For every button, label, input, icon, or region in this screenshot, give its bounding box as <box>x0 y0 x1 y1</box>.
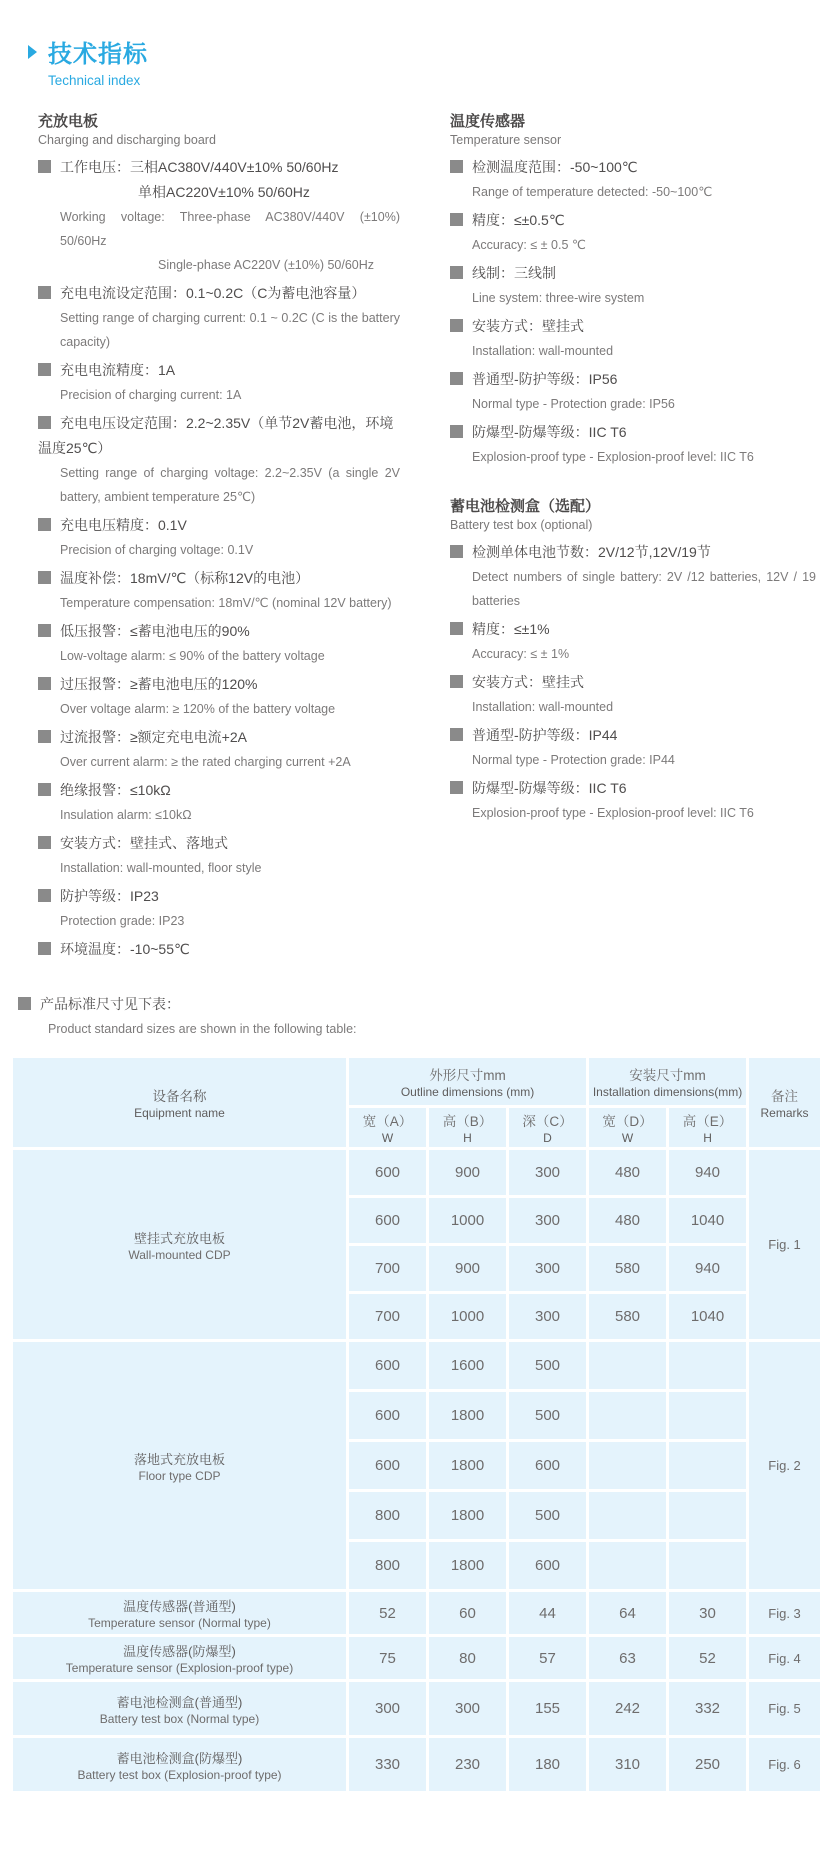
spec-zh: 检测单体电池节数：2V/12节,12V/19节 <box>472 544 711 560</box>
temp-sensor-normal-name: 温度传感器(普通型) Temperature sensor (Normal type) <box>12 1591 348 1636</box>
spec-zh: 检测温度范围：-50~100℃ <box>472 159 638 175</box>
spec-item <box>38 672 400 721</box>
spec-item <box>450 314 816 363</box>
battery-box-exproof-name: 蓄电池检测盒(防爆型) Battery test box (Explosion-proof type) <box>12 1737 348 1793</box>
spec-en: Low-voltage alarm: ≤ 90% of the battery voltage <box>60 649 325 663</box>
bullet-square-icon <box>450 266 463 279</box>
spec-item <box>450 208 816 257</box>
section-temperature-sensor <box>450 110 816 469</box>
spec-item <box>38 411 400 509</box>
table-row: 600 1800 600 <box>12 1441 822 1491</box>
right-column <box>410 110 820 966</box>
spec-en: Accuracy: ≤ ± 1% <box>472 647 570 661</box>
spec-en: Explosion-proof type - Explosion-proof level: IIC T6 <box>472 450 754 464</box>
bullet-square-icon <box>450 728 463 741</box>
spec-item <box>450 420 816 469</box>
spec-item <box>38 155 400 277</box>
spec-en: Explosion-proof type - Explosion-proof level: IIC T6 <box>472 806 754 820</box>
table-row: 700 1000 300 580 1040 <box>12 1293 822 1341</box>
temp-sensor-heading-zh: 温度传感器 <box>450 113 526 130</box>
spec-item <box>450 617 816 666</box>
table-row: 温度传感器(普通型) Temperature sensor (Normal type) 52 60 44 64 30 Fig. 3 <box>12 1591 822 1636</box>
spec-zh: 环境温度：-10~55℃ <box>60 941 190 957</box>
bullet-square-icon <box>38 889 51 902</box>
section-arrow-icon <box>28 45 37 59</box>
spec-zh: 线制：三线制 <box>472 265 556 281</box>
wall-mounted-name: 壁挂式充放电板 Wall-mounted CDP <box>12 1149 348 1341</box>
spec-en: Detect numbers of single battery: 2V /12 batteries, 12V / 19 batteries <box>472 570 816 608</box>
section-battery-test-box <box>450 495 816 825</box>
header-outline-dimensions: 外形尺寸mm Outline dimensions (mm) <box>348 1057 588 1107</box>
spec-item <box>38 778 400 827</box>
table-row: 蓄电池检测盒(防爆型) Battery test box (Explosion-proof type) 330 230 180 310 250 Fig. 6 <box>12 1737 822 1793</box>
bullet-square-icon <box>450 213 463 226</box>
spec-zh: 绝缘报警：≤10kΩ <box>60 782 171 798</box>
spec-zh: 安装方式：壁挂式、落地式 <box>60 835 228 851</box>
header-col-depth-c: 深（C） D <box>508 1107 588 1149</box>
battery-box-normal-name: 蓄电池检测盒(普通型) Battery test box (Normal type) <box>12 1681 348 1737</box>
page-header <box>10 34 820 88</box>
spec-item <box>450 776 816 825</box>
bullet-square-icon <box>450 425 463 438</box>
header-col-height-b: 高（B） H <box>428 1107 508 1149</box>
header-col-width-a: 宽（A） W <box>348 1107 428 1149</box>
table-note <box>18 992 820 1041</box>
dimensions-table <box>10 1055 823 1794</box>
bullet-square-icon <box>38 730 51 743</box>
bullet-square-icon <box>450 675 463 688</box>
table-row: 落地式充放电板 Floor type CDP 600 1600 500 Fig. 2 <box>12 1341 822 1391</box>
bullet-square-icon <box>450 319 463 332</box>
table-row: 蓄电池检测盒(普通型) Battery test box (Normal type) 300 300 155 242 332 Fig. 5 <box>12 1681 822 1737</box>
spec-en: Setting range of charging current: 0.1 ~ 0.2C (C is the battery capacity) <box>60 311 400 349</box>
table-row: 800 1800 600 <box>12 1541 822 1591</box>
bullet-square-icon <box>450 781 463 794</box>
header-installation-dimensions: 安装尺寸mm Installation dimensions(mm) <box>588 1057 748 1107</box>
bullet-square-icon <box>18 997 31 1010</box>
spec-en: Normal type - Protection grade: IP56 <box>472 397 675 411</box>
spec-item <box>450 261 816 310</box>
bullet-square-icon <box>38 571 51 584</box>
header-col-height-e: 高（E） H <box>668 1107 748 1149</box>
spec-item <box>450 670 816 719</box>
spec-zh: 过压报警：≥蓄电池电压的120% <box>60 676 258 692</box>
bullet-square-icon <box>38 416 51 429</box>
spec-item <box>450 540 816 613</box>
spec-zh: 防护等级：IP23 <box>60 888 159 904</box>
header-remarks: 备注 Remarks <box>748 1057 822 1149</box>
temp-sensor-heading-en: Temperature sensor <box>450 133 562 147</box>
spec-en: Installation: wall-mounted <box>472 700 614 714</box>
spec-item <box>38 937 400 962</box>
bullet-square-icon <box>38 624 51 637</box>
spec-en: Precision of charging current: 1A <box>60 388 242 402</box>
table-note-zh: 产品标准尺寸见下表： <box>40 996 180 1012</box>
spec-en: Setting range of charging voltage: 2.2~2.35V (a single 2V battery, ambient temperature 25℃) <box>60 466 400 504</box>
bullet-square-icon <box>38 783 51 796</box>
spec-zh: 防爆型-防爆等级：IIC T6 <box>472 424 627 440</box>
spec-zh-line2: 单相AC220V±10% 50/60Hz <box>138 184 310 200</box>
table-row: 600 1800 500 <box>12 1391 822 1441</box>
spec-item <box>38 725 400 774</box>
table-row: 600 1000 300 480 1040 <box>12 1197 822 1245</box>
floor-type-remark: Fig. 2 <box>748 1341 822 1591</box>
spec-zh: 普通型-防护等级：IP56 <box>472 371 618 387</box>
table-header-row-1 <box>12 1057 822 1107</box>
header-col-width-d: 宽（D） W <box>588 1107 668 1149</box>
spec-en: Normal type - Protection grade: IP44 <box>472 753 675 767</box>
spec-zh: 安装方式：壁挂式 <box>472 674 584 690</box>
spec-en: Over current alarm: ≥ the rated charging current +2A <box>60 755 351 769</box>
bullet-square-icon <box>38 836 51 849</box>
spec-item <box>38 566 400 615</box>
spec-zh: 精度：≤±1% <box>472 621 550 637</box>
spec-zh: 精度：≤±0.5℃ <box>472 212 565 228</box>
spec-columns <box>10 110 820 966</box>
header-equipment-name: 设备名称 Equipment name <box>12 1057 348 1149</box>
bullet-square-icon <box>38 286 51 299</box>
table-row: 壁挂式充放电板 Wall-mounted CDP 600 900 300 480 940 Fig. 1 <box>12 1149 822 1197</box>
spec-en: Protection grade: IP23 <box>60 914 185 928</box>
battery-box-heading-zh: 蓄电池检测盒（选配） <box>450 498 601 515</box>
battery-box-spec-list <box>450 540 816 825</box>
spec-item <box>38 884 400 933</box>
wall-mounted-remark: Fig. 1 <box>748 1149 822 1341</box>
spec-zh: 普通型-防护等级：IP44 <box>472 727 618 743</box>
spec-item <box>450 367 816 416</box>
floor-type-name: 落地式充放电板 Floor type CDP <box>12 1341 348 1591</box>
bullet-square-icon <box>450 372 463 385</box>
table-row: 800 1800 500 <box>12 1491 822 1541</box>
spec-zh: 温度补偿：18mV/℃（标称12V的电池） <box>60 570 310 586</box>
bullet-square-icon <box>450 545 463 558</box>
bullet-square-icon <box>38 363 51 376</box>
spec-zh: 工作电压：三相AC380V/440V±10% 50/60Hz <box>60 159 339 175</box>
spec-en-line2: Single-phase AC220V (±10%) 50/60Hz <box>158 258 375 272</box>
spec-zh: 过流报警：≥额定充电电流+2A <box>60 729 247 745</box>
spec-item <box>38 619 400 668</box>
spec-item <box>450 155 816 204</box>
spec-item <box>38 513 400 562</box>
spec-item <box>38 358 400 407</box>
spec-en: Precision of charging voltage: 0.1V <box>60 543 254 557</box>
spec-zh: 充电电压精度：0.1V <box>60 517 187 533</box>
charging-heading-en: Charging and discharging board <box>38 133 216 147</box>
bullet-square-icon <box>38 942 51 955</box>
bullet-square-icon <box>450 160 463 173</box>
spec-en: Installation: wall-mounted, floor style <box>60 861 262 875</box>
page-subtitle: Technical index <box>48 73 141 88</box>
spec-zh: 安装方式：壁挂式 <box>472 318 584 334</box>
bullet-square-icon <box>38 518 51 531</box>
spec-en: Working voltage: Three-phase AC380V/440V (±10%) 50/60Hz <box>60 210 400 248</box>
table-note-en: Product standard sizes are shown in the following table: <box>48 1022 357 1036</box>
spec-zh: 低压报警：≤蓄电池电压的90% <box>60 623 250 639</box>
spec-en: Temperature compensation: 18mV/℃ (nominal 12V battery) <box>60 596 392 610</box>
page-title: 技术指标 <box>48 41 148 68</box>
table-row: 700 900 300 580 940 <box>12 1245 822 1293</box>
spec-item <box>38 831 400 880</box>
charging-heading-zh: 充放电板 <box>38 113 99 130</box>
spec-en: Line system: three-wire system <box>472 291 645 305</box>
spec-item <box>450 723 816 772</box>
section-charging-board <box>10 110 410 966</box>
temp-sensor-spec-list <box>450 155 816 469</box>
spec-zh: 充电电流精度：1A <box>60 362 176 378</box>
bullet-square-icon <box>38 160 51 173</box>
table-row: 温度传感器(防爆型) Temperature sensor (Explosion-proof type) 75 80 57 63 52 Fig. 4 <box>12 1636 822 1681</box>
spec-item <box>38 281 400 354</box>
spec-zh: 充电电流设定范围：0.1~0.2C（C为蓄电池容量） <box>60 285 366 301</box>
bullet-square-icon <box>450 622 463 635</box>
battery-box-heading-en: Battery test box (optional) <box>450 518 593 532</box>
bullet-square-icon <box>38 677 51 690</box>
spec-en: Insulation alarm: ≤10kΩ <box>60 808 192 822</box>
spec-zh: 防爆型-防爆等级：IIC T6 <box>472 780 627 796</box>
temp-sensor-exproof-name: 温度传感器(防爆型) Temperature sensor (Explosion-proof type) <box>12 1636 348 1681</box>
spec-en: Over voltage alarm: ≥ 120% of the battery voltage <box>60 702 336 716</box>
spec-en: Installation: wall-mounted <box>472 344 614 358</box>
spec-en: Accuracy: ≤ ± 0.5 ℃ <box>472 238 586 252</box>
spec-zh: 充电电压设定范围：2.2~2.35V（单节2V蓄电池，环境温度25℃） <box>38 415 394 456</box>
spec-en: Range of temperature detected: -50~100℃ <box>472 185 713 199</box>
charging-spec-list <box>38 155 400 962</box>
